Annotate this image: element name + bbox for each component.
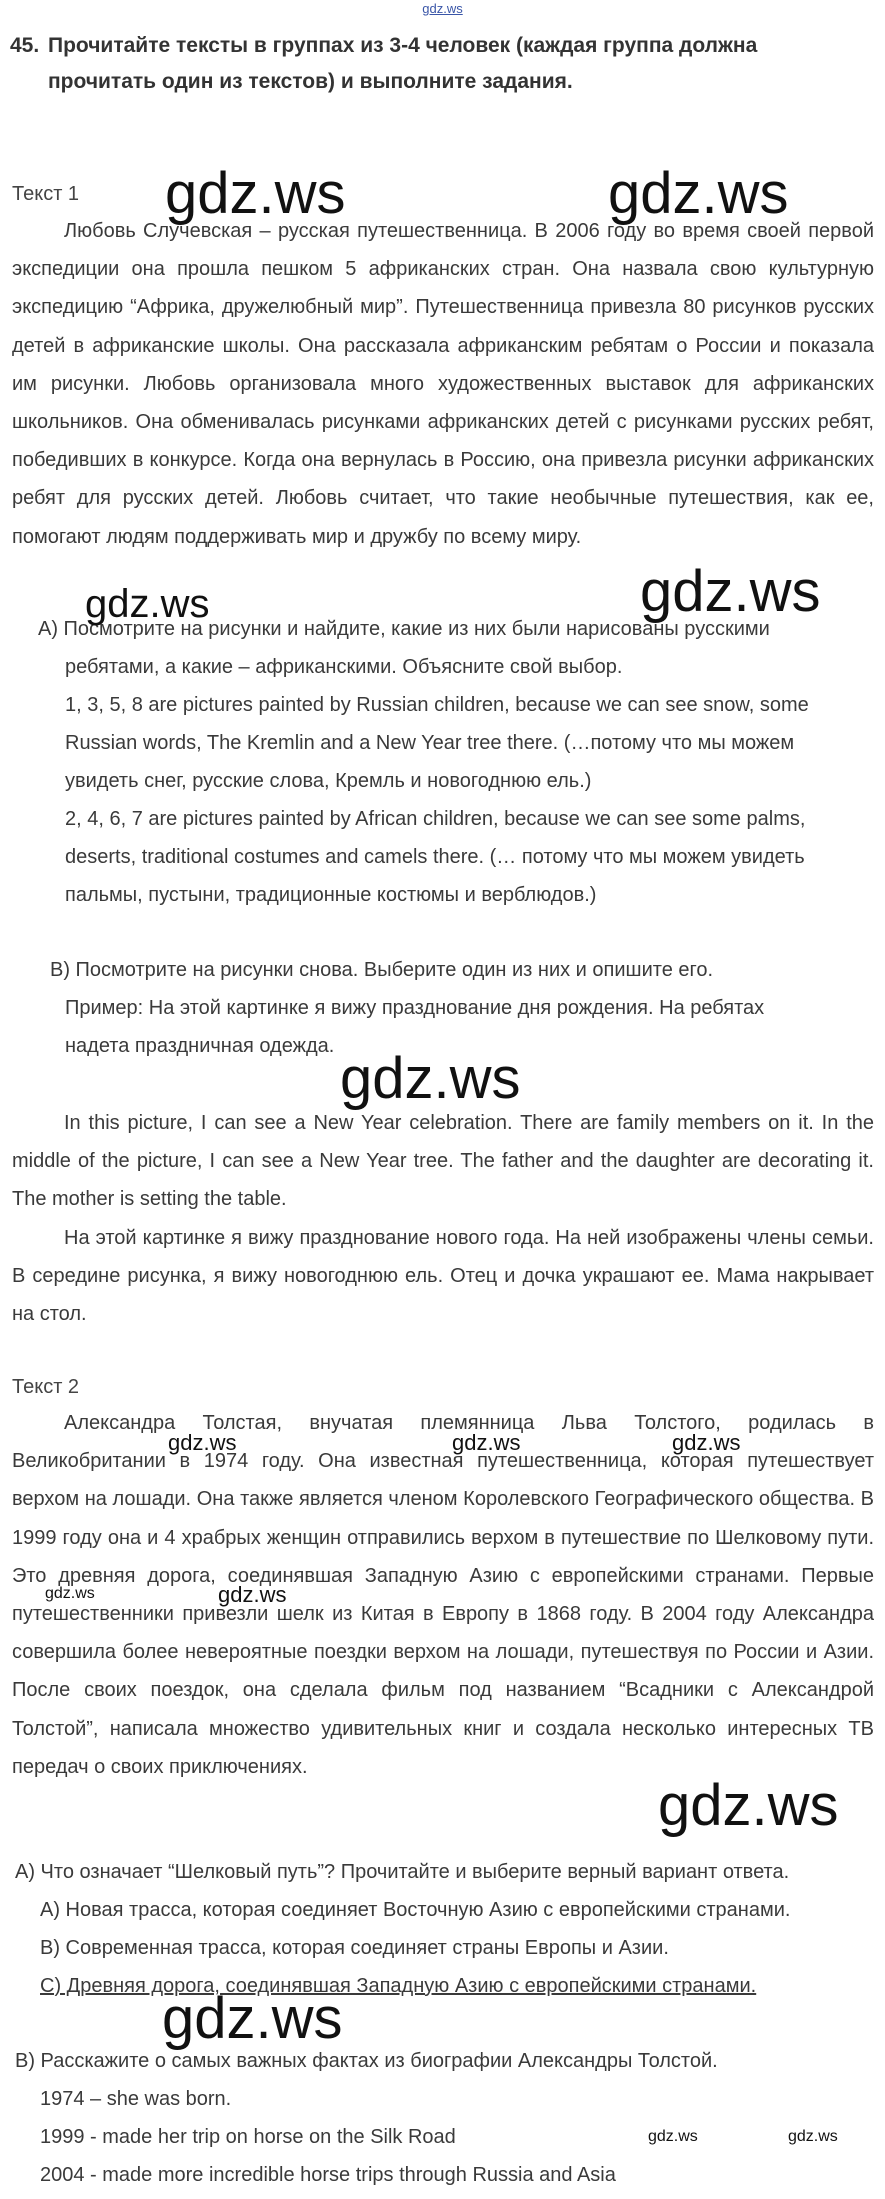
text1-answer2-l3: пальмы, пустыни, традиционные костюмы и верблюдов.) bbox=[65, 884, 597, 906]
text1-example-l1: Пример: На этой картинке я вижу празднование дня рождения. На ребятах bbox=[65, 997, 765, 1019]
watermark-logo: gdz.ws bbox=[168, 1430, 237, 1455]
text1-answer1-l2: Russian words, The Kremlin and a New Year tree there. (…потому что мы можем bbox=[65, 732, 795, 754]
exercise-instruction-line2: прочитать один из текстов) и выполните задания. bbox=[48, 70, 573, 93]
watermark-logo: gdz.ws bbox=[165, 161, 346, 226]
watermark-logo: gdz.ws bbox=[452, 1430, 521, 1455]
text1-answer-ru-paragraph: На этой картинке я вижу празднование нового года. На ней изображены члены семьи. В середине рисунка, я вижу новогоднюю ель. Отец и дочка украшают ее. Мама накрывает на стол. bbox=[12, 1227, 874, 1326]
text2-task-b-question: В) Расскажите о самых важных фактах из биографии Александры Толстой. bbox=[15, 2050, 718, 2072]
watermark-logo: gdz.ws bbox=[648, 2128, 698, 2145]
exercise-heading bbox=[10, 28, 875, 100]
text1-paragraph: Любовь Случевская – русская путешественница. В 2006 году во время своей первой экспедиции она прошла пешком 5 африканских стран. Она назвала свою культурную экспедицию “Африка, дружелюбный мир”. Путешественница привезла 80 рисунков русских детей в африканские школы. Она рассказала африканским ребятам о России и показала им рисунки. Любовь организовала много художественных выставок для африканских школьников. Она обменивалась рисунками африканских детей с рисунками русских ребят, победивших в конкурсе. Когда она вернулась в Россию, она привезла рисунки африканских ребят для русских детей. Любовь считает, что такие необычные путешествия, как ее, помогают людям поддерживать мир и дружбу по всему миру. bbox=[12, 220, 874, 548]
text1-answer2-l2: deserts, traditional costumes and camels there. (… потому что мы можем увидеть bbox=[65, 846, 805, 868]
text1-task-b-question: В) Посмотрите на рисунки снова. Выберите один из них и опишите его. bbox=[50, 959, 714, 981]
text1-example-l2: надета праздничная одежда. bbox=[65, 1035, 335, 1057]
text1-task-a-question-l1: А) Посмотрите на рисунки и найдите, какие из них были нарисованы русскими bbox=[38, 618, 770, 640]
text2-fact-1974: 1974 – she was born. bbox=[40, 2088, 232, 2110]
top-watermark: gdz.ws bbox=[422, 1, 463, 16]
text2-option-c-correct: С) Древняя дорога, соединявшая Западную Азию с европейскими странами. bbox=[40, 1975, 757, 1997]
watermark-logo: gdz.ws bbox=[640, 559, 821, 624]
text1-answer-ru bbox=[12, 1219, 874, 1334]
watermark-logo: gdz.ws bbox=[658, 1773, 839, 1838]
text1-answer-en bbox=[12, 1104, 874, 1219]
text1-label: Текст 1 bbox=[12, 183, 80, 205]
watermark-logo: gdz.ws bbox=[45, 1585, 95, 1602]
exercise-number: 45. bbox=[10, 34, 40, 57]
watermark-logo: gdz.ws bbox=[788, 2128, 838, 2145]
watermark-logo: gdz.ws bbox=[85, 582, 210, 626]
text2-fact-2004: 2004 - made more incredible horse trips through Russia and Asia bbox=[40, 2164, 616, 2186]
text2-task-a-question: А) Что означает “Шелковый путь”? Прочитайте и выберите верный вариант ответа. bbox=[15, 1861, 790, 1883]
text1-answer1-l3: увидеть снег, русские слова, Кремль и новогоднюю ель.) bbox=[65, 770, 592, 792]
text1-answer-en-paragraph: In this picture, I can see a New Year celebration. There are family members on it. In the middle of the picture, I can see a New Year tree. The father and the daughter are decorating it. The mother is setting the table. bbox=[12, 1112, 874, 1211]
text1-body bbox=[12, 212, 874, 556]
watermark-logo: gdz.ws bbox=[672, 1430, 741, 1455]
text1-answer1-l1: 1, 3, 5, 8 are pictures painted by Russian children, because we can see snow, some bbox=[65, 694, 809, 716]
text2-option-a: А) Новая трасса, которая соединяет Восточную Азию с европейскими странами. bbox=[40, 1899, 791, 1921]
exercise-instruction-line1: Прочитайте тексты в группах из 3-4 человек (каждая группа должна bbox=[48, 34, 758, 57]
watermark-logo: gdz.ws bbox=[218, 1582, 287, 1607]
text2-label: Текст 2 bbox=[12, 1376, 80, 1398]
text2-fact-1999: 1999 - made her trip on horse on the Silk Road bbox=[40, 2126, 456, 2148]
watermark-logo: gdz.ws bbox=[340, 1046, 521, 1111]
watermark-logo: gdz.ws bbox=[162, 1986, 343, 2051]
text1-task-a-question-l2: ребятами, а какие – африканскими. Объясните свой выбор. bbox=[65, 656, 623, 678]
watermark-logo: gdz.ws bbox=[608, 161, 789, 226]
text2-paragraph: Александра Толстая, внучатая племянница Льва Толстого, родилась в Великобритании в 1974 году. Она известная путешественница, которая путешествует верхом на лошади. Она также является членом Королевского Географического общества. В 1999 году она и 4 храбрых женщин отправились верхом в путешествие по Шелковому пути. Это древняя дорога, соединявшая Западную Азию с европейскими странами. Первые путешественники привезли шелк из Китая в Европу в 1868 году. В 2004 году Александра совершила более невероятные поездки верхом на лошади, путешествуя по России и Азии. После своих поездок, она сделала фильм под названием “Всадники с Александрой Толстой”, написала множество удивительных книг и создала несколько интересных ТВ передач о своих приключениях. bbox=[12, 1412, 874, 1778]
text2-option-b: В) Современная трасса, которая соединяет страны Европы и Азии. bbox=[40, 1937, 669, 1959]
text2-body bbox=[12, 1404, 874, 1786]
text1-answer2-l1: 2, 4, 6, 7 are pictures painted by African children, because we can see some palms, bbox=[65, 808, 806, 830]
